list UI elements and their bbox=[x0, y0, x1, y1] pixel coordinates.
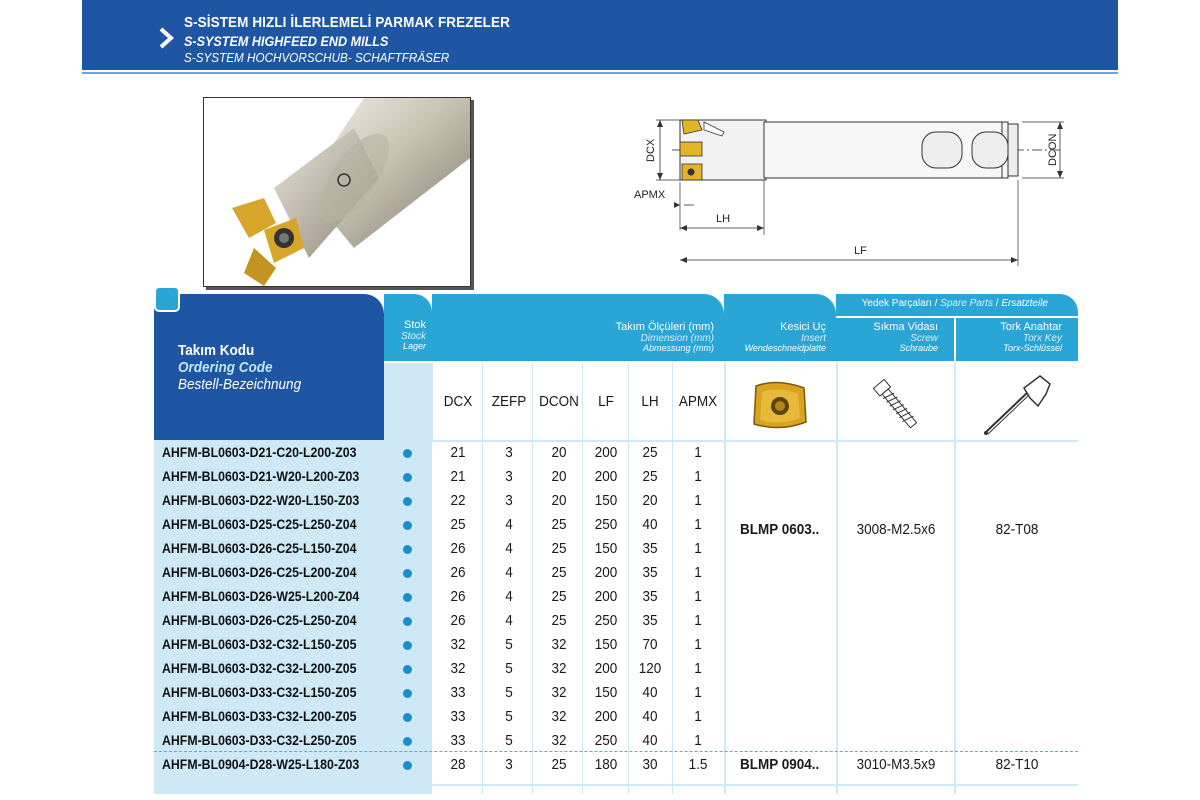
table-row bbox=[154, 633, 1078, 657]
cell-lh: 30 bbox=[642, 756, 658, 773]
insert-icon bbox=[748, 378, 812, 434]
cell-lf: 250 bbox=[594, 612, 618, 629]
spare-header-tr: Yedek Parçaları bbox=[861, 298, 932, 309]
cell-zefp: 5 bbox=[505, 732, 513, 749]
cell-zefp: 5 bbox=[505, 660, 513, 677]
cell-zefp: 5 bbox=[505, 684, 513, 701]
group-insert-0904: BLMP 0904.. bbox=[740, 756, 820, 773]
code-header-en: Ordering Code bbox=[178, 359, 273, 376]
stock-dot-icon bbox=[403, 521, 412, 530]
label-lf: LF bbox=[854, 245, 867, 257]
cell-lf: 250 bbox=[594, 516, 618, 533]
dimension-header-cell bbox=[432, 294, 724, 361]
cell-lh: 35 bbox=[642, 564, 658, 581]
cell-dcx: 26 bbox=[450, 564, 466, 581]
row-code: AHFM-BL0603-D21-C20-L200-Z03 bbox=[162, 444, 357, 460]
key-header-de: Torx-Schlüssel bbox=[1003, 343, 1062, 354]
cell-dcon: 32 bbox=[551, 636, 567, 653]
torx-key-icon bbox=[980, 372, 1056, 438]
insert-header-de: Wendeschneidplatte bbox=[744, 343, 826, 354]
label-apmx: APMX bbox=[634, 189, 666, 201]
stock-header-de: Lager bbox=[402, 341, 426, 352]
cell-lh: 120 bbox=[638, 660, 662, 677]
cell-lh: 70 bbox=[642, 636, 658, 653]
insert-header-cell bbox=[724, 294, 836, 361]
cell-dcon: 20 bbox=[551, 444, 567, 461]
cell-apmx: 1 bbox=[694, 732, 702, 749]
cell-lf: 200 bbox=[594, 444, 618, 461]
cell-dcx: 26 bbox=[450, 612, 466, 629]
cell-lf: 180 bbox=[594, 756, 618, 773]
cell-apmx: 1 bbox=[694, 492, 702, 509]
chevron-right-icon bbox=[158, 27, 174, 49]
cell-zefp: 3 bbox=[505, 492, 513, 509]
table-row bbox=[154, 729, 1078, 753]
cell-dcon: 20 bbox=[551, 468, 567, 485]
insert-header-en: Insert bbox=[800, 332, 826, 344]
code-header-cell bbox=[154, 294, 384, 441]
cell-apmx: 1.5 bbox=[688, 756, 708, 773]
cell-lh: 25 bbox=[642, 468, 658, 485]
end-mill-photo-illustration bbox=[204, 98, 470, 286]
stock-dot-icon bbox=[403, 713, 412, 722]
screw-header-en: Screw bbox=[910, 332, 938, 344]
cell-dcx: 26 bbox=[450, 540, 466, 557]
cell-lh: 40 bbox=[642, 732, 658, 749]
label-lh: LH bbox=[716, 213, 731, 225]
stock-dot-icon bbox=[403, 689, 412, 698]
label-dcx: DCX bbox=[645, 138, 657, 162]
cell-lf: 200 bbox=[594, 708, 618, 725]
table-row bbox=[154, 609, 1078, 633]
table-row bbox=[154, 561, 1078, 585]
cell-lh: 35 bbox=[642, 540, 658, 557]
cell-apmx: 1 bbox=[694, 588, 702, 605]
stock-dot-icon bbox=[403, 569, 412, 578]
cell-dcon: 20 bbox=[551, 492, 567, 509]
cell-lh: 40 bbox=[642, 708, 658, 725]
dim-header-tr: Takım Ölçüleri (mm) bbox=[615, 321, 714, 333]
stock-header-cell bbox=[384, 294, 432, 361]
cell-dcx: 33 bbox=[450, 684, 466, 701]
table-row bbox=[154, 489, 1078, 513]
cell-apmx: 1 bbox=[694, 612, 702, 629]
row-code: AHFM-BL0603-D33-C32-L250-Z05 bbox=[162, 732, 357, 748]
code-header-de: Bestell-Bezeichnung bbox=[178, 376, 302, 393]
header-rule bbox=[82, 72, 1118, 74]
col-dcon: DCON bbox=[539, 393, 579, 410]
row-code: AHFM-BL0904-D28-W25-L180-Z03 bbox=[162, 756, 360, 772]
screw-header-de: Schraube bbox=[899, 343, 938, 354]
key-header-tr: Tork Anahtar bbox=[1000, 321, 1062, 333]
spare-header-en: Spare Parts bbox=[940, 298, 993, 309]
row-code: AHFM-BL0603-D32-C32-L150-Z05 bbox=[162, 636, 357, 652]
group-screw-0904: 3010-M3.5x9 bbox=[856, 756, 936, 773]
cell-apmx: 1 bbox=[694, 444, 702, 461]
stock-dot-icon bbox=[403, 545, 412, 554]
cell-lh: 25 bbox=[642, 444, 658, 461]
screw-header-cell bbox=[836, 318, 954, 361]
code-header-tr: Takım Kodu bbox=[178, 342, 255, 359]
cell-dcx: 26 bbox=[450, 588, 466, 605]
stock-dot-icon bbox=[403, 761, 412, 770]
dim-header-en: Dimension (mm) bbox=[640, 332, 714, 344]
cell-dcon: 25 bbox=[551, 564, 567, 581]
col-apmx: APMX bbox=[678, 393, 718, 410]
label-dcon: DCON bbox=[1047, 133, 1059, 166]
row-code: AHFM-BL0603-D22-W20-L150-Z03 bbox=[162, 492, 360, 508]
cell-dcon: 25 bbox=[551, 588, 567, 605]
cell-apmx: 1 bbox=[694, 636, 702, 653]
screw-header-tr: Sıkma Vidası bbox=[873, 321, 938, 333]
cell-zefp: 4 bbox=[505, 516, 513, 533]
key-header-en: Torx Key bbox=[1022, 332, 1062, 344]
table-row bbox=[154, 441, 1078, 465]
header-banner bbox=[82, 0, 1118, 70]
cell-dcx: 33 bbox=[450, 732, 466, 749]
cell-dcon: 32 bbox=[551, 684, 567, 701]
cell-apmx: 1 bbox=[694, 540, 702, 557]
product-photo bbox=[203, 97, 471, 287]
cell-zefp: 4 bbox=[505, 540, 513, 557]
cell-lf: 250 bbox=[594, 732, 618, 749]
cell-dcon: 32 bbox=[551, 708, 567, 725]
stock-dot-icon bbox=[403, 641, 412, 650]
spare-parts-header-cell bbox=[836, 294, 1078, 316]
cell-lh: 40 bbox=[642, 684, 658, 701]
cell-apmx: 1 bbox=[694, 516, 702, 533]
cell-dcon: 32 bbox=[551, 660, 567, 677]
row-code: AHFM-BL0603-D26-C25-L150-Z04 bbox=[162, 540, 357, 556]
stock-header-tr: Stok bbox=[403, 319, 426, 331]
dim-header-de: Abmessung (mm) bbox=[642, 343, 714, 354]
cell-zefp: 4 bbox=[505, 564, 513, 581]
cell-lf: 150 bbox=[594, 636, 618, 653]
stock-dot-icon bbox=[403, 593, 412, 602]
cell-dcon: 25 bbox=[551, 540, 567, 557]
col-zefp: ZEFP bbox=[491, 393, 527, 410]
group-insert-0603: BLMP 0603.. bbox=[740, 521, 820, 538]
cell-apmx: 1 bbox=[694, 468, 702, 485]
row-code: AHFM-BL0603-D26-C25-L250-Z04 bbox=[162, 612, 357, 628]
row-code: AHFM-BL0603-D26-W25-L200-Z04 bbox=[162, 588, 360, 604]
row-code: AHFM-BL0603-D33-C32-L200-Z05 bbox=[162, 708, 357, 724]
cell-lf: 150 bbox=[594, 540, 618, 557]
spare-header-sep: / bbox=[934, 298, 938, 309]
cell-zefp: 3 bbox=[505, 444, 513, 461]
stock-dot-icon bbox=[403, 617, 412, 626]
group-key-0603: 82-T08 bbox=[995, 521, 1039, 538]
table-row bbox=[154, 537, 1078, 561]
cell-lf: 200 bbox=[594, 588, 618, 605]
technical-drawing bbox=[632, 100, 1072, 270]
corner-square-icon bbox=[154, 286, 180, 312]
stock-dot-icon bbox=[403, 665, 412, 674]
cell-zefp: 4 bbox=[505, 588, 513, 605]
stock-dot-icon bbox=[403, 497, 412, 506]
cell-dcx: 21 bbox=[450, 444, 466, 461]
cell-lf: 150 bbox=[594, 492, 618, 509]
cell-dcon: 25 bbox=[551, 612, 567, 629]
cell-dcx: 28 bbox=[450, 756, 466, 773]
stock-dot-icon bbox=[403, 449, 412, 458]
table-row bbox=[154, 705, 1078, 729]
cell-lf: 150 bbox=[594, 684, 618, 701]
table-row bbox=[154, 585, 1078, 609]
stock-dot-icon bbox=[403, 473, 412, 482]
cell-dcon: 25 bbox=[551, 756, 567, 773]
cell-apmx: 1 bbox=[694, 660, 702, 677]
cell-lh: 40 bbox=[642, 516, 658, 533]
table-row bbox=[154, 657, 1078, 681]
cell-lh: 35 bbox=[642, 612, 658, 629]
cell-lf: 200 bbox=[594, 564, 618, 581]
title-de: S-SYSTEM HOCHVORSCHUB- SCHAFTFRÄSER bbox=[184, 50, 450, 65]
cell-lf: 200 bbox=[594, 660, 618, 677]
product-table bbox=[154, 294, 1078, 794]
spare-header-sep-2: / bbox=[995, 298, 999, 309]
cell-apmx: 1 bbox=[694, 684, 702, 701]
stock-header-en: Stock bbox=[400, 330, 426, 342]
cell-dcon: 32 bbox=[551, 732, 567, 749]
spare-header-de: Ersatzteile bbox=[1001, 298, 1048, 309]
cell-zefp: 5 bbox=[505, 636, 513, 653]
cell-lf: 200 bbox=[594, 468, 618, 485]
cell-dcx: 32 bbox=[450, 660, 466, 677]
cell-dcx: 22 bbox=[450, 492, 466, 509]
cell-dcx: 32 bbox=[450, 636, 466, 653]
insert-header-tr: Kesici Uç bbox=[780, 321, 826, 333]
title-tr: S-SİSTEM HIZLI İLERLEMELİ PARMAK FREZELER bbox=[184, 14, 510, 31]
row-code: AHFM-BL0603-D33-C32-L150-Z05 bbox=[162, 684, 357, 700]
col-lf: LF bbox=[598, 393, 614, 410]
cell-zefp: 5 bbox=[505, 708, 513, 725]
table-row bbox=[154, 465, 1078, 489]
cell-dcx: 25 bbox=[450, 516, 466, 533]
row-code: AHFM-BL0603-D26-C25-L200-Z04 bbox=[162, 564, 357, 580]
group-screw-0603: 3008-M2.5x6 bbox=[856, 521, 936, 538]
table-row bbox=[154, 681, 1078, 705]
col-dcx: DCX bbox=[443, 393, 473, 410]
stock-dot-icon bbox=[403, 737, 412, 746]
row-code: AHFM-BL0603-D32-C32-L200-Z05 bbox=[162, 660, 357, 676]
title-en: S-SYSTEM HIGHFEED END MILLS bbox=[184, 33, 389, 49]
cell-zefp: 3 bbox=[505, 756, 513, 773]
cell-apmx: 1 bbox=[694, 564, 702, 581]
cell-dcx: 33 bbox=[450, 708, 466, 725]
cell-dcx: 21 bbox=[450, 468, 466, 485]
cell-zefp: 3 bbox=[505, 468, 513, 485]
cell-lh: 35 bbox=[642, 588, 658, 605]
key-header-cell bbox=[956, 318, 1078, 361]
col-lh: LH bbox=[641, 393, 659, 410]
row-code: AHFM-BL0603-D25-C25-L250-Z04 bbox=[162, 516, 357, 532]
row-code: AHFM-BL0603-D21-W20-L200-Z03 bbox=[162, 468, 360, 484]
cell-zefp: 4 bbox=[505, 612, 513, 629]
cell-apmx: 1 bbox=[694, 708, 702, 725]
group-key-0904: 82-T10 bbox=[995, 756, 1039, 773]
screw-icon bbox=[864, 376, 928, 436]
cell-lh: 20 bbox=[642, 492, 658, 509]
cell-dcon: 25 bbox=[551, 516, 567, 533]
